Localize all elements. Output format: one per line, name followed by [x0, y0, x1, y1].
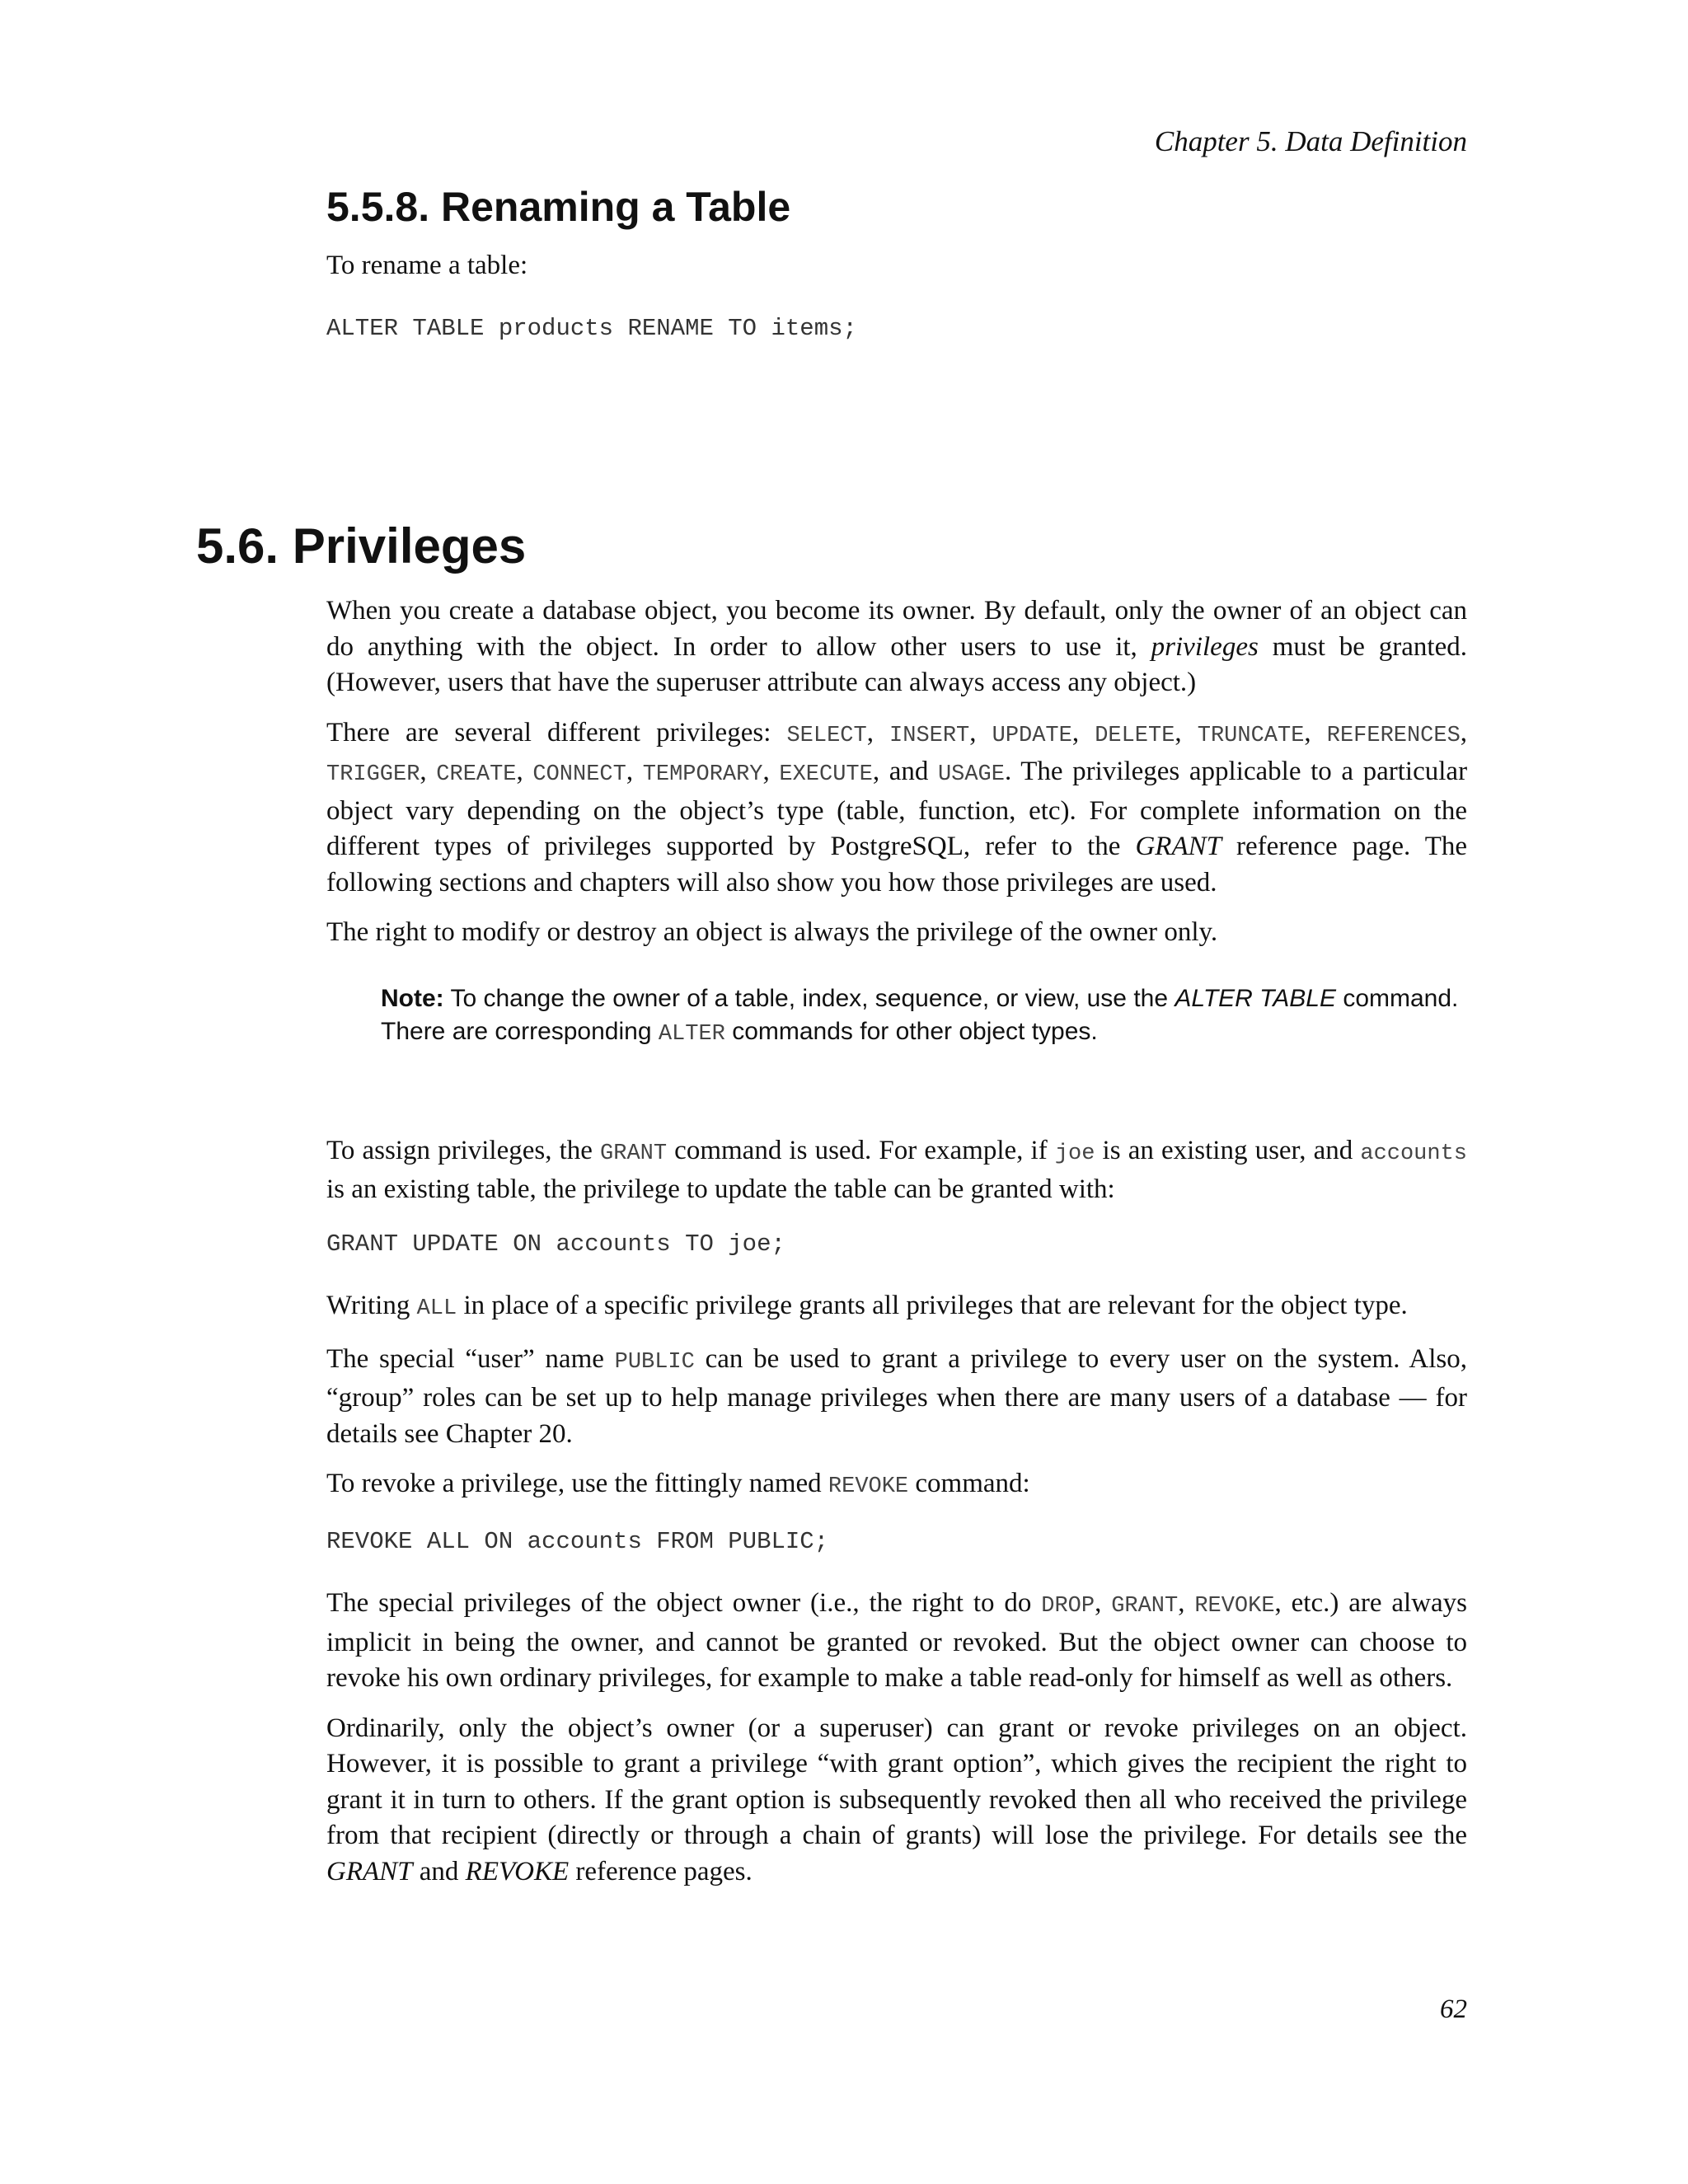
text: , etc.) are always implicit in being the owner, and cannot be granted or revoked. But the object owner can choose to revoke his own ordinary privileges, for example to make a table read-only for himself as well as others.	[326, 1588, 1468, 1693]
text: command:	[908, 1469, 1030, 1498]
paragraph-owner-special: The special privileges of the object owner (i.e., the right to do DROP, GRANT, REVOKE, etc.) are always implicit in being the owner, and cannot be granted or revoked. But the object owner can choose to revoke his own ordinary privileges, for example to make a table read-only for himself as well as others.	[326, 1588, 1468, 1693]
privilege-keyword: REFERENCES	[1326, 723, 1461, 748]
paragraph-all	[326, 1288, 1467, 1328]
code-block-rename: ALTER TABLE products RENAME TO items;	[326, 315, 857, 342]
code-inline: GRANT	[1111, 1594, 1179, 1619]
text: must be granted. (However, users that have the superuser attribute can always access any object.)	[326, 631, 1467, 697]
paragraph-ownership	[326, 593, 1467, 701]
paragraph-assign-privileges	[326, 1133, 1467, 1208]
code-inline: PUBLIC	[614, 1349, 695, 1375]
reference-revoke: REVOKE	[465, 1856, 570, 1886]
section-heading-renaming-table: 5.5.8. Renaming a Table	[326, 184, 791, 230]
privilege-keyword: CONNECT	[532, 762, 626, 787]
text: is an existing user, and	[1095, 1135, 1361, 1165]
note-box	[381, 982, 1467, 1051]
text: reference page. The following sections and chapters will also show you how those privileges are used.	[326, 832, 1467, 898]
privilege-keyword: TEMPORARY	[642, 762, 763, 787]
paragraph-privilege-types: There are several different privileges: SELECT, INSERT, UPDATE, DELETE, TRUNCATE, REFERENCES, TRIGGER, CREATE, CONNECT, TEMPORARY, EXECUTE, and USAGE. The privileges applicable to a particular object vary depending on the object’s type (table, function, etc). For complete information on the different types of privileges supported by PostgreSQL, refer to the GRANT reference page. The following sections and chapters will also show you how those privileges are used.	[326, 717, 1468, 898]
code-inline: joe	[1054, 1141, 1095, 1166]
text: is an existing table, the privilege to update the table can be granted with:	[326, 1174, 1115, 1204]
privilege-keyword: TRIGGER	[326, 762, 420, 787]
code-inline: ALL	[416, 1296, 457, 1321]
reference-alter-table: ALTER TABLE	[1175, 984, 1336, 1012]
code-inline: REVOKE	[828, 1474, 909, 1499]
page-number: 62	[1440, 1994, 1467, 2024]
code-inline: DROP	[1041, 1594, 1095, 1619]
privilege-keyword: EXECUTE	[779, 762, 873, 787]
privilege-keyword: INSERT	[889, 723, 970, 748]
text: commands for other object types.	[724, 1017, 1098, 1045]
privilege-keyword: USAGE	[937, 762, 1005, 787]
emphasis-privileges: privileges	[1151, 631, 1259, 662]
code-inline: ALTER	[658, 1021, 725, 1047]
code-inline: GRANT	[600, 1141, 668, 1166]
text: and	[412, 1856, 466, 1886]
privilege-keyword: SELECT	[786, 723, 867, 748]
paragraph-grant-option	[326, 1711, 1467, 1891]
text: There are several different privileges:	[326, 717, 787, 748]
text: To assign privileges, the	[326, 1135, 601, 1165]
code-inline: REVOKE	[1194, 1594, 1275, 1619]
note-label: Note:	[381, 984, 444, 1012]
paragraph-rename-intro: To rename a table:	[326, 251, 528, 280]
privilege-keyword: CREATE	[436, 762, 517, 787]
text: To revoke a privilege, use the fittingly named	[326, 1469, 828, 1498]
running-header: Chapter 5. Data Definition	[1154, 125, 1467, 157]
paragraph-owner-right: The right to modify or destroy an object is always the privilege of the owner only.	[326, 917, 1218, 947]
paragraph-public	[326, 1342, 1467, 1453]
text: reference pages.	[569, 1856, 753, 1886]
text: . The privileges applicable to a particular object vary depending on the object’s type (table, function, etc). For complete information on the different types of privileges supported by PostgreSQL, refer to the	[326, 757, 1468, 861]
text: and	[889, 757, 938, 786]
text: The special “user” name	[326, 1343, 615, 1374]
code-inline: accounts	[1360, 1141, 1467, 1166]
reference-grant: GRANT	[326, 1856, 413, 1886]
section-heading-privileges: 5.6. Privileges	[196, 518, 527, 574]
text: in place of a specific privilege grants all privileges that are relevant for the object type.	[457, 1291, 1408, 1320]
text: Ordinarily, only the object’s owner (or a superuser) can grant or revoke privileges on an object. However, it is possible to grant a privilege “with grant option”, which gives the recipient the right to grant it in turn to others. If the grant option is subsequently revoked then all who received the privilege from that recipient (directly or through a chain of grants) will lose the privilege. For details see the	[326, 1713, 1467, 1850]
code-block-grant: GRANT UPDATE ON accounts TO joe;	[326, 1230, 785, 1258]
text: When you create a database object, you become its owner. By default, only the owner of an object can do anything with the object. In order to allow other users to use it,	[326, 596, 1467, 662]
privileges-body	[326, 593, 1467, 1904]
text: The special privileges of the object owner (i.e., the right to do	[326, 1588, 1042, 1618]
text: Writing	[326, 1291, 417, 1320]
code-block-revoke: REVOKE ALL ON accounts FROM PUBLIC;	[326, 1527, 829, 1555]
privilege-keyword: UPDATE	[992, 723, 1072, 748]
text: can be used to grant a privilege to every user on the system. Also, “group” roles can be set up to help manage privileges when there are many users of a database — for details see Chapter 20.	[326, 1343, 1467, 1449]
reference-grant: GRANT	[1135, 832, 1221, 861]
text: command is used. For example, if	[667, 1135, 1055, 1165]
privilege-keyword: TRUNCATE	[1197, 723, 1305, 748]
text: command. There are corresponding	[381, 984, 1459, 1045]
text: To change the owner of a table, index, sequence, or view, use the	[443, 984, 1175, 1012]
paragraph-revoke	[326, 1466, 1467, 1506]
privilege-keyword: DELETE	[1095, 723, 1175, 748]
